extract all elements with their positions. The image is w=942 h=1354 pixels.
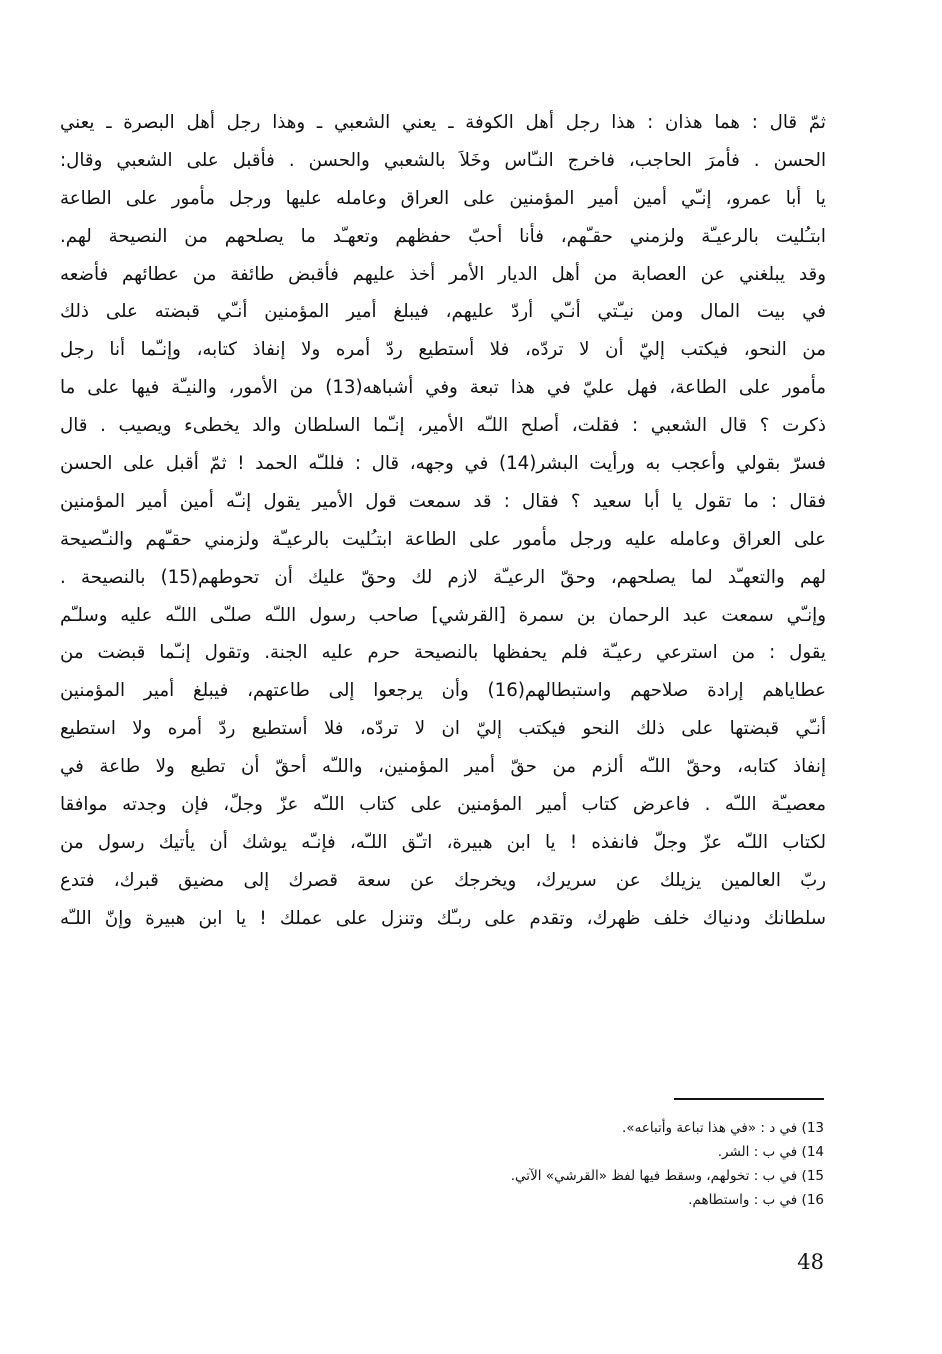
text-line: من النحو، فيكتب إليّ أن لا تردّه، فلا أستطيع ردّ أمره ولا إنفاذ كتابه، وإنـّما أنا رجل (60, 339, 826, 361)
text-line: ابتـُليت بالرعيـّة ولزمني حقـّهم، فأنا أحبّ حفظهم وتعهـّد ما يصلحهم من النصيحة لهم. (60, 225, 826, 247)
main-text (60, 104, 826, 938)
footnote: 16) في ب : واستطاهم. (688, 1192, 824, 1208)
footnote-separator (674, 1098, 824, 1100)
text-line: إنفاذ كتابه، وحقّ اللـّه ألزم من حقّ أمير المؤمنين، واللـّه أحقّ أن تطيع ولا طاعة في (60, 756, 826, 778)
text-line: وقد يبلغني عن العصابة من أهل الديار الأمر أخذ عليهم فأقبض طائفة من عطائهم فأضعه (60, 263, 826, 285)
text-line: أنـّي قبضتها على ذلك النحو فيكتب إليّ ان لا تردّه، فلا أستطيع ردّ أمره ولا استطيع (60, 718, 826, 740)
text-line: في بيت المال ومن نيـّتي أنـّي أردّ عليهم، فيبلغ أمير المؤمنين أنـّي قبضته على ذلك (60, 301, 826, 323)
text-line: وإنـّي سمعت عبد الرحمان بن سمرة [القرشي] صاحب رسول اللـّه صلـّى اللـّه عليه وسلـّم (60, 604, 826, 626)
text-line: ثمّ قال : هما هذان : هذا رجل أهل الكوفة ـ يعني الشعبي ـ وهذا رجل أهل البصرة ـ يعني (60, 112, 826, 133)
footnote: 14) في ب : الشر. (717, 1144, 824, 1160)
footnote: 13) في د : «في هذا تباعة وأتباعه». (622, 1120, 824, 1136)
text-line: لهم والتعهـّد لما يصلحهم، وحقّ الرعيـّة لازم لك وحقّ عليك أن تحوطهم(15) بالنصيحة . (60, 566, 826, 588)
footnote: 15) في ب : تخولهم، وسقط فيها لفظ «القرشي» الآتي. (510, 1168, 824, 1184)
text-line: يا أبا عمرو، إنـّي أمين أمير المؤمنين على العراق وعامله عليها ورجل مأمور على الطاعة (60, 187, 826, 209)
text-line: عطاياهم إرادة صلاحهم واستبطالهم(16) وأن يرجعوا إلى طاعتهم، فيبلغ أمير المؤمنين (60, 680, 826, 702)
text-line: على العراق وعامله عليه ورجل مأمور على الطاعة ابتـُليت بالرعيـّة ولزمني حقـّهم والنـّصيحة (60, 528, 826, 550)
text-line: لكتاب اللـّه عزّ وجلّ فانفذه ! يا ابن هبيرة، اتـّق اللـّه، فإنـّه يوشك أن يأتيك رسول من (60, 831, 826, 853)
footnotes (300, 1116, 824, 1212)
text-line: سلطانك ودنياك خلف ظهرك، وتقدم على ربـّك وتنزل على عملك ! يا ابن هبيرة وإنّ اللـّه (60, 907, 826, 929)
text-line: فسرّ بقولي وأعجب به ورأيت البشر(14) في وجهه، قال : فللـّه الحمد ! ثمّ أقبل على الحسن (60, 453, 826, 475)
text-line: ربّ العالمين يزيلك عن سريرك، ويخرجك عن سعة قصرك إلى مضيق قبرك، فتدع (60, 869, 826, 891)
text-line: فقال : ما تقول يا أبا سعيد ؟ فقال : قد سمعت قول الأمير يقول إنـّه أمين أمير المؤمنين (60, 490, 826, 512)
text-line: يقول : من استرعي رعيـّة فلم يحفظها بالنصيحة حرم عليه الجنة. وتقول إنـّما قبضت من (60, 642, 826, 664)
page-number: 48 (797, 1250, 824, 1274)
text-line: الحسن . فأمرَ الحاجب، فاخرج النـّاس وخَلاَ بالشعبي والحسن . فأقبل على الشعبي وقال: (60, 149, 826, 171)
text-line: ذكرت ؟ قال الشعبي : فقلت، أصلح اللـّه الأمير، إنـّما السلطان والد يخطىء ويصيب . قال (60, 415, 826, 437)
text-line: معصيـّة اللـّه . فاعرض كتاب أمير المؤمنين على كتاب اللـّه عزّ وجلّ، فإن وجدته موافقا (60, 794, 826, 816)
text-line: مأمور على الطاعة، فهل عليّ في هذا تبعة وفي أشباهه(13) من الأمور، والنيـّة فيها على ما (60, 377, 826, 399)
